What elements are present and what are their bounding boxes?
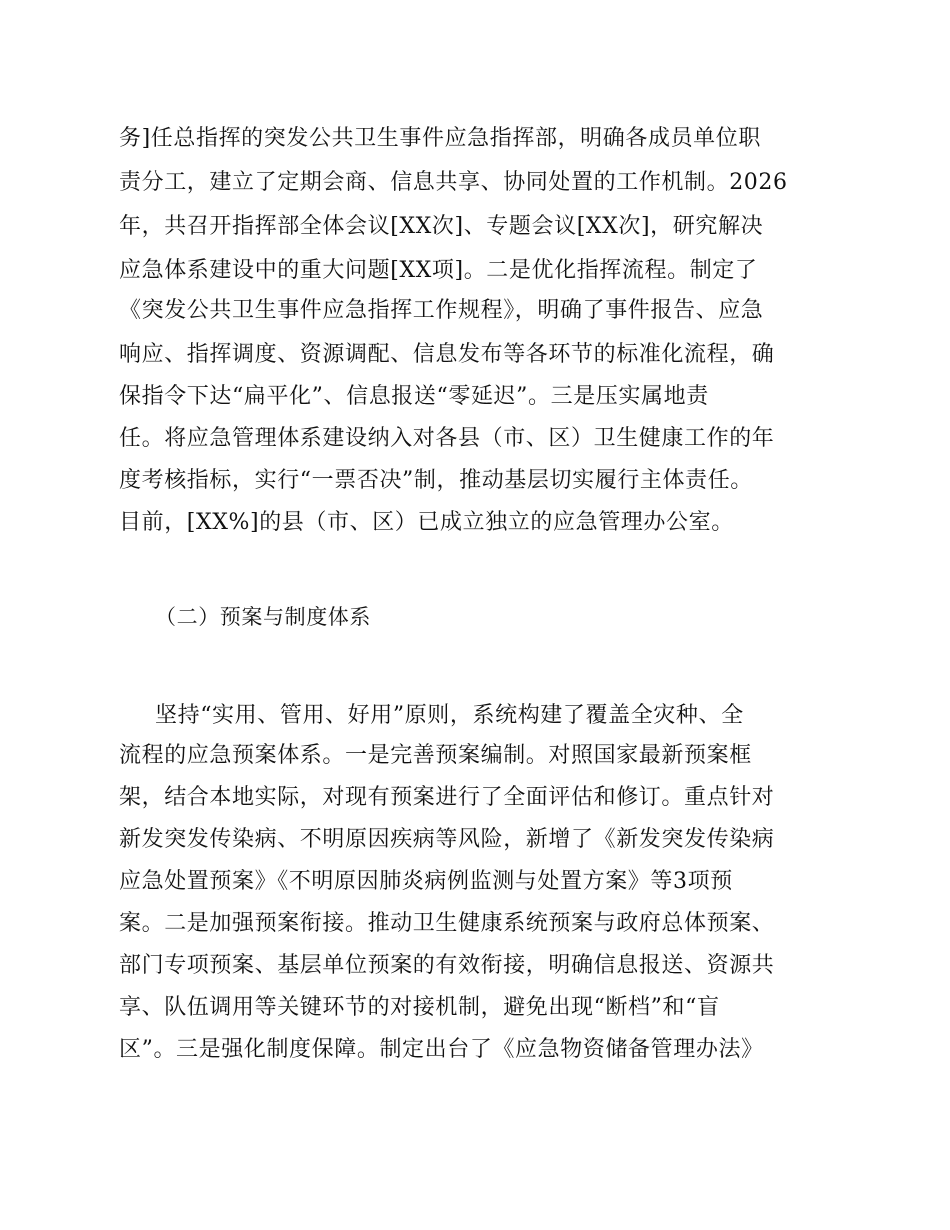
- text-line: 年，共召开指挥部全体会议[XX次]、专题会议[XX次]，研究解决: [119, 214, 764, 239]
- text-line: 案。二是加强预案衔接。推动卫生健康系统预案与政府总体预案、: [119, 911, 775, 936]
- text-line: 应急体系建设中的重大问题[XX项]。二是优化指挥流程。制定了: [119, 258, 758, 283]
- text-line: 部门专项预案、基层单位预案的有效衔接，明确信息报送、资源共: [119, 953, 775, 978]
- text-line: 架，结合本地实际，对现有预案进行了全面评估和修订。重点针对: [119, 785, 775, 810]
- text-line: 坚持“实用、管用、好用”原则，系统构建了覆盖全灾种、全: [155, 703, 744, 728]
- text-line: 享、队伍调用等关键环节的对接机制，避免出现“断档”和“盲: [119, 995, 720, 1020]
- text-line: 新发突发传染病、不明原因疾病等风险，新增了《新发突发传染病: [119, 827, 775, 852]
- text-line: 流程的应急预案体系。一是完善预案编制。对照国家最新预案框: [119, 743, 752, 768]
- text-line: 应急处置预案》《不明原因肺炎病例监测与处置方案》等3项预: [119, 869, 733, 894]
- text-line: 《突发公共卫生事件应急指挥工作规程》，明确了事件报告、应急: [119, 298, 764, 323]
- text-line: 保指令下达“扁平化”、信息报送“零延迟”。三是压实属地责: [119, 384, 709, 409]
- section-heading: （二）预案与制度体系: [155, 605, 371, 629]
- text-line: 任。将应急管理体系建设纳入对各县（市、区）卫生健康工作的年: [119, 426, 775, 451]
- text-line: 区”。三是强化制度保障。制定出台了《应急物资储备管理办法》: [119, 1037, 764, 1062]
- text-line: 度考核指标，实行“一票否决”制，推动基层切实履行主体责任。: [119, 468, 753, 493]
- text-line: 责分工，建立了定期会商、信息共享、协同处置的工作机制。2026: [119, 170, 788, 195]
- text-line: 务]任总指挥的突发公共卫生事件应急指挥部，明确各成员单位职: [119, 126, 761, 151]
- text-line: 响应、指挥调度、资源调配、信息发布等各环节的标准化流程，确: [119, 342, 775, 367]
- text-line: 目前，[XX%]的县（市、区）已成立独立的应急管理办公室。: [119, 510, 734, 535]
